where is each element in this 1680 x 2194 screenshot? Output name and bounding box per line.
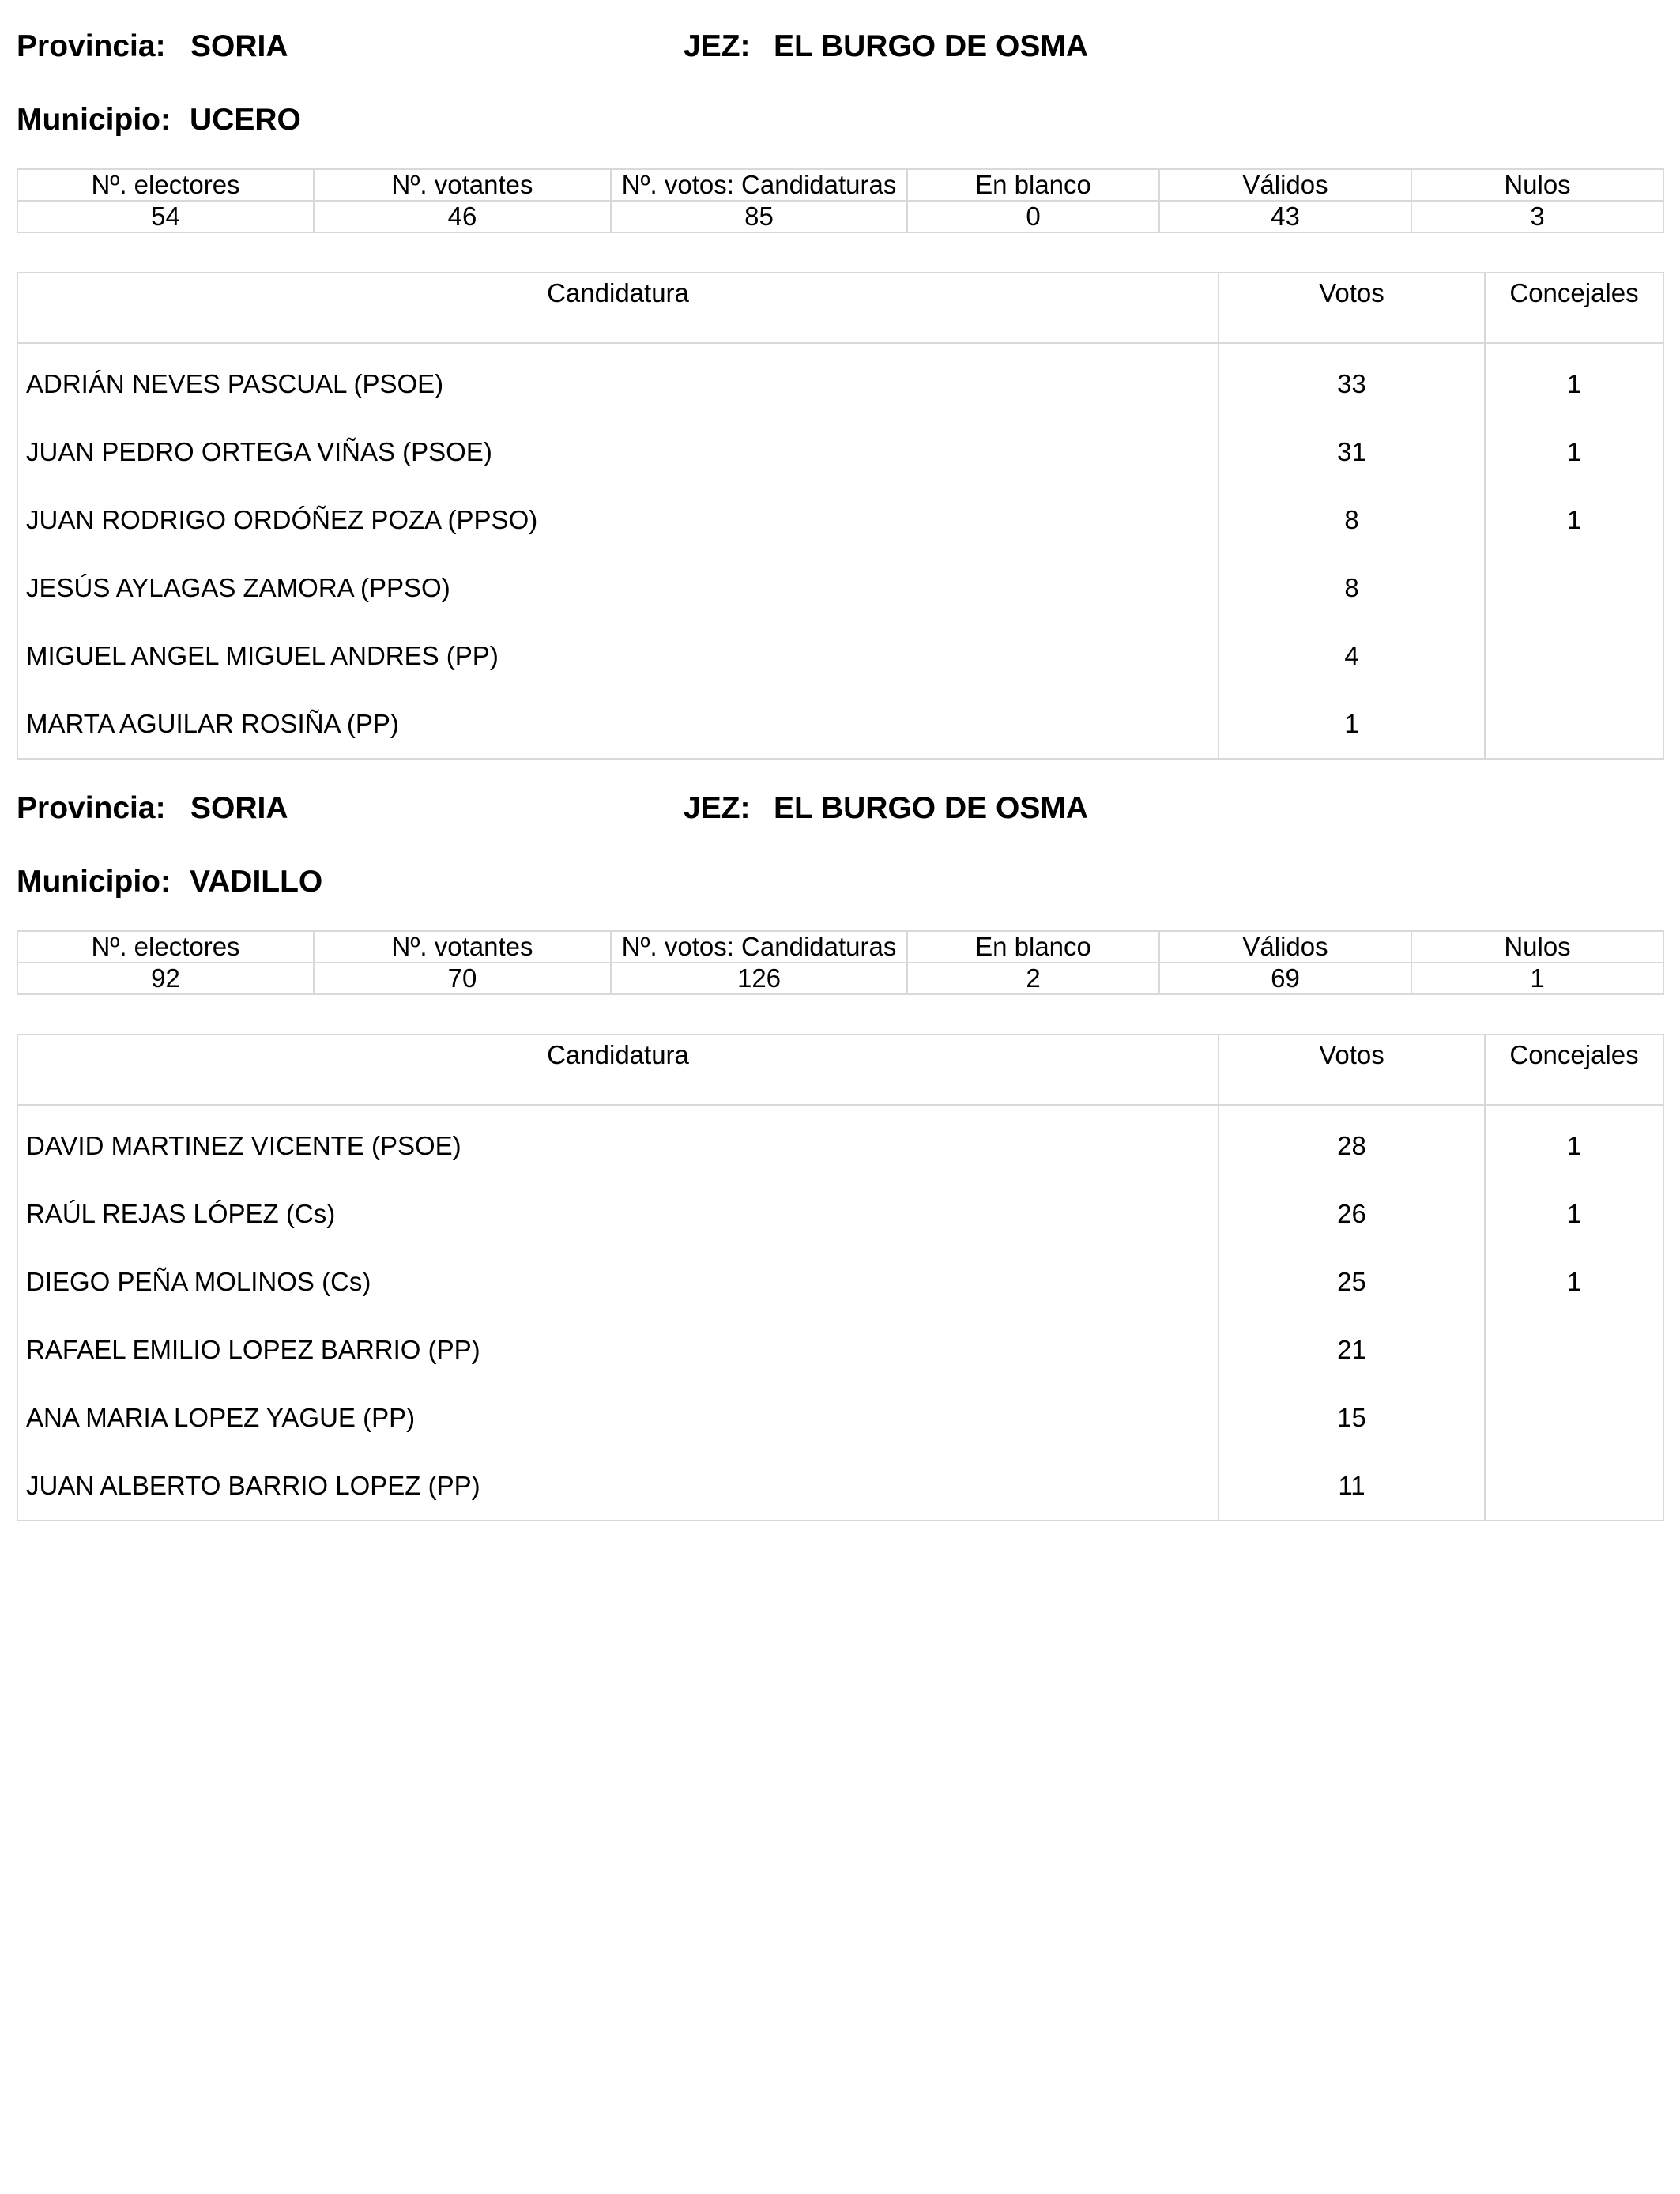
candidate-row — [17, 1180, 1663, 1248]
votantes-value: 70 — [314, 963, 611, 994]
validos-value: 69 — [1159, 963, 1411, 994]
nulos-header: Nulos — [1411, 931, 1663, 963]
en-blanco-header: En blanco — [907, 931, 1159, 963]
en-blanco-value: 0 — [907, 201, 1159, 232]
stats-table — [17, 168, 1664, 233]
votos-candidaturas-header: Nº. votos: Candidaturas — [611, 169, 907, 201]
candidate-row — [17, 1316, 1663, 1384]
candidate-votes: 25 — [1219, 1248, 1485, 1316]
candidates-header-row — [17, 273, 1663, 343]
candidate-concejales — [1485, 690, 1663, 759]
candidate-row — [17, 1248, 1663, 1316]
candidate-name: JESÚS AYLAGAS ZAMORA (PPSO) — [17, 554, 1219, 622]
candidate-votes: 26 — [1219, 1180, 1485, 1248]
candidate-votes: 1 — [1219, 690, 1485, 759]
candidatura-header: Candidatura — [17, 1035, 1219, 1105]
electores-value: 92 — [17, 963, 314, 994]
electores-header: Nº. electores — [17, 931, 314, 963]
candidate-name: JUAN RODRIGO ORDÓÑEZ POZA (PPSO) — [17, 486, 1219, 554]
candidate-name: DAVID MARTINEZ VICENTE (PSOE) — [17, 1105, 1219, 1180]
jez-label: JEZ: — [684, 791, 751, 825]
nulos-header: Nulos — [1411, 169, 1663, 201]
candidate-row — [17, 554, 1663, 622]
candidate-name: RAÚL REJAS LÓPEZ (Cs) — [17, 1180, 1219, 1248]
candidate-name: JUAN ALBERTO BARRIO LOPEZ (PP) — [17, 1452, 1219, 1521]
votantes-value: 46 — [314, 201, 611, 232]
candidate-concejales: 1 — [1485, 418, 1663, 486]
validos-header: Válidos — [1159, 931, 1411, 963]
candidate-concejales: 1 — [1485, 1180, 1663, 1248]
en-blanco-value: 2 — [907, 963, 1159, 994]
stats-value-row — [17, 963, 1663, 994]
candidatura-header: Candidatura — [17, 273, 1219, 343]
en-blanco-header: En blanco — [907, 169, 1159, 201]
candidate-votes: 33 — [1219, 343, 1485, 418]
provincia-label: Provincia: — [17, 791, 166, 825]
candidate-concejales — [1485, 1316, 1663, 1384]
votantes-header: Nº. votantes — [314, 169, 611, 201]
candidate-name: RAFAEL EMILIO LOPEZ BARRIO (PP) — [17, 1316, 1219, 1384]
candidate-votes: 4 — [1219, 622, 1485, 690]
candidate-concejales — [1485, 554, 1663, 622]
candidate-name: MIGUEL ANGEL MIGUEL ANDRES (PP) — [17, 622, 1219, 690]
jez-label: JEZ: — [684, 29, 751, 63]
municipality-section — [0, 0, 1680, 759]
nulos-value: 3 — [1411, 201, 1663, 232]
candidate-name: ADRIÁN NEVES PASCUAL (PSOE) — [17, 343, 1219, 418]
candidate-name: JUAN PEDRO ORTEGA VIÑAS (PSOE) — [17, 418, 1219, 486]
provincia-value: SORIA — [190, 791, 288, 825]
jez-value: EL BURGO DE OSMA — [774, 29, 1088, 63]
candidate-row — [17, 1105, 1663, 1180]
stats-table — [17, 930, 1664, 995]
candidates-table — [17, 272, 1664, 760]
candidate-row — [17, 1384, 1663, 1452]
votantes-header: Nº. votantes — [314, 931, 611, 963]
electores-header: Nº. electores — [17, 169, 314, 201]
candidate-votes: 15 — [1219, 1384, 1485, 1452]
candidate-row — [17, 1452, 1663, 1521]
municipio-value: UCERO — [190, 103, 301, 137]
candidate-name: DIEGO PEÑA MOLINOS (Cs) — [17, 1248, 1219, 1316]
candidates-table — [17, 1034, 1664, 1521]
votos-header: Votos — [1219, 1035, 1485, 1105]
validos-header: Válidos — [1159, 169, 1411, 201]
candidate-name: MARTA AGUILAR ROSIÑA (PP) — [17, 690, 1219, 759]
candidate-votes: 11 — [1219, 1452, 1485, 1521]
candidate-row — [17, 690, 1663, 759]
concejales-header: Concejales — [1485, 1035, 1663, 1105]
candidate-concejales — [1485, 1384, 1663, 1452]
candidate-row — [17, 343, 1663, 418]
municipio-label: Municipio: — [17, 865, 171, 899]
votos-candidaturas-header: Nº. votos: Candidaturas — [611, 931, 907, 963]
votos-candidaturas-value: 85 — [611, 201, 907, 232]
municipality-section — [0, 762, 1680, 1521]
validos-value: 43 — [1159, 201, 1411, 232]
electores-value: 54 — [17, 201, 314, 232]
nulos-value: 1 — [1411, 963, 1663, 994]
municipio-value: VADILLO — [190, 865, 323, 899]
jez-value: EL BURGO DE OSMA — [774, 791, 1088, 825]
candidate-votes: 8 — [1219, 486, 1485, 554]
candidate-concejales — [1485, 622, 1663, 690]
candidate-name: ANA MARIA LOPEZ YAGUE (PP) — [17, 1384, 1219, 1452]
candidates-header-row — [17, 1035, 1663, 1105]
stats-header-row — [17, 169, 1663, 201]
stats-value-row — [17, 201, 1663, 232]
candidate-row — [17, 622, 1663, 690]
candidate-votes: 8 — [1219, 554, 1485, 622]
candidate-concejales: 1 — [1485, 486, 1663, 554]
votos-candidaturas-value: 126 — [611, 963, 907, 994]
candidate-row — [17, 418, 1663, 486]
concejales-header: Concejales — [1485, 273, 1663, 343]
candidate-votes: 21 — [1219, 1316, 1485, 1384]
candidate-row — [17, 486, 1663, 554]
candidate-votes: 28 — [1219, 1105, 1485, 1180]
candidate-concejales: 1 — [1485, 1248, 1663, 1316]
candidate-votes: 31 — [1219, 418, 1485, 486]
candidate-concejales: 1 — [1485, 1105, 1663, 1180]
candidate-concejales: 1 — [1485, 343, 1663, 418]
municipio-label: Municipio: — [17, 103, 171, 137]
candidate-concejales — [1485, 1452, 1663, 1521]
provincia-value: SORIA — [190, 29, 288, 63]
stats-header-row — [17, 931, 1663, 963]
votos-header: Votos — [1219, 273, 1485, 343]
provincia-label: Provincia: — [17, 29, 166, 63]
